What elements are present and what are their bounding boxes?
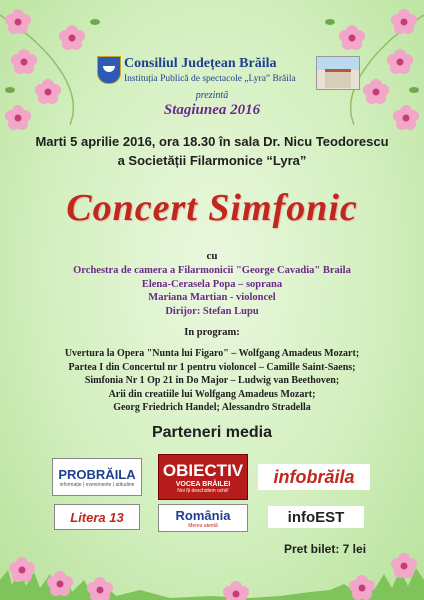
grass-decoration <box>0 540 424 600</box>
performer-item: Orchestra de camera a Filarmonicii "George Cavadia" Braila <box>73 265 351 276</box>
performer-item: Mariana Martian - violoncel <box>148 292 276 303</box>
event-venue-line: a Societății Filarmonice “Lyra” <box>117 153 307 168</box>
performer-item: Dirijor: Stefan Lupu <box>165 305 259 317</box>
infoest-logo: infoEST <box>268 506 364 528</box>
performer-item: Elena-Cerasela Popa – soprana <box>141 278 283 290</box>
obiectiv-logo: OBIECTIV VOCEA BRĂILEI Noi îți deschidem ochii! <box>158 454 248 500</box>
program-heading: In program: <box>184 327 240 338</box>
program-item: Partea I din Concertul nr 1 pentru violoncel – Camille Saint-Saens; <box>68 361 356 373</box>
with-text: cu <box>206 250 218 262</box>
theater-building-image <box>316 56 360 90</box>
coat-of-arms-logo <box>97 56 121 84</box>
presents-text: prezintă <box>195 90 229 101</box>
program-item: Simfonia Nr 1 Op 21 in Do Major – Ludwig van Beethoven; <box>84 375 340 386</box>
partners-heading: Parteneri media <box>151 424 273 441</box>
season-title: Stagiunea 2016 <box>163 102 261 118</box>
ticket-price: Pret bilet: 7 lei <box>284 542 367 556</box>
program-list <box>0 347 424 415</box>
romania-logo: România Mereu atentă <box>158 504 248 532</box>
concert-title: Concert Simfonic <box>66 187 358 229</box>
performers-list <box>0 264 424 318</box>
litera13-logo: Litera 13 <box>54 504 140 530</box>
program-item: Uvertura la Opera "Nunta lui Figaro" – Wolfgang Amadeus Mozart; <box>64 348 360 359</box>
institution-name: Instituția Publică de spectacole „Lyra” Brăila <box>124 74 296 84</box>
event-date-line: Marti 5 aprilie 2016, ora 18.30 în sala Dr. Nicu Teodorescu <box>35 134 389 149</box>
program-item: Arii din creatiile lui Wolfgang Amadeus Mozart; <box>108 388 316 400</box>
program-item: Georg Friedrich Handel; Alessandro Stradella <box>113 402 311 413</box>
infobraila-logo: infobrăila <box>258 464 370 490</box>
probraila-logo: PROBRĂILA informație | evenimente | atitudine <box>52 458 142 496</box>
council-name: Consiliul Județean Brăila <box>124 56 277 71</box>
